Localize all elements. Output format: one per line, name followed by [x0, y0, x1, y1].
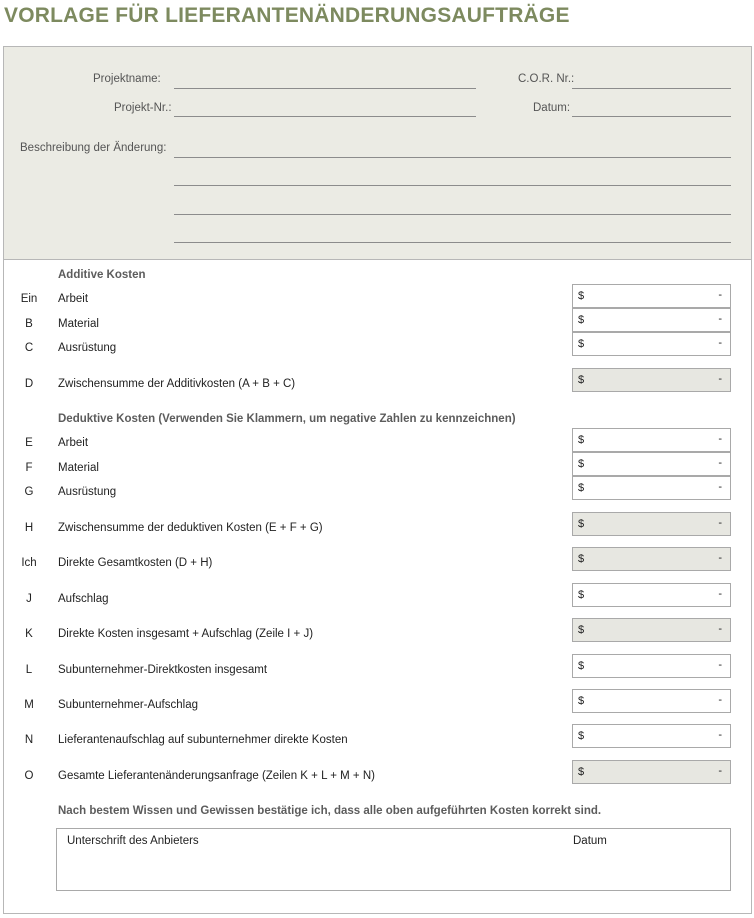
project-number-field[interactable] — [174, 116, 476, 117]
amount-field[interactable] — [572, 452, 731, 476]
project-name-field[interactable] — [174, 88, 476, 89]
row-label: Ausrüstung — [58, 486, 117, 498]
row-label: Direkte Kosten insgesamt + Aufschlag (Zeile I + J) — [58, 628, 314, 640]
date-field[interactable] — [572, 116, 731, 117]
date-label: Datum: — [533, 102, 571, 114]
amount-value: - — [718, 765, 722, 777]
currency-symbol: $ — [578, 730, 585, 742]
row-label: Material — [58, 462, 99, 474]
form-frame — [3, 46, 752, 914]
project-number-label: Projekt-Nr.: — [114, 102, 172, 114]
currency-symbol: $ — [578, 553, 585, 565]
amount-value: - — [718, 457, 722, 469]
row-label: Zwischensumme der deduktiven Kosten (E + F + G) — [58, 522, 323, 534]
amount-value: - — [718, 337, 722, 349]
amount-value: - — [718, 313, 722, 325]
cor-number-field[interactable] — [572, 88, 731, 89]
grand-total-field[interactable] — [572, 760, 731, 784]
amount-field[interactable] — [572, 428, 731, 452]
currency-symbol: $ — [578, 482, 585, 494]
subtotal-field[interactable] — [572, 368, 731, 392]
row-letter: O — [24, 770, 34, 782]
row-label: Arbeit — [58, 437, 89, 449]
row-letter: B — [25, 318, 33, 330]
currency-symbol: $ — [578, 695, 585, 707]
amount-field[interactable] — [572, 284, 731, 308]
currency-symbol: $ — [578, 589, 585, 601]
row-label: Zwischensumme der Additivkosten (A + B + C) — [58, 378, 296, 390]
row-label: Arbeit — [58, 293, 89, 305]
amount-field[interactable] — [572, 476, 731, 500]
currency-symbol: $ — [578, 660, 585, 672]
additive-costs-heading: Additive Kosten — [58, 269, 146, 281]
project-name-label: Projektname: — [93, 73, 161, 85]
currency-symbol: $ — [578, 624, 585, 636]
markup-field[interactable] — [572, 583, 731, 607]
row-letter: E — [25, 437, 33, 449]
amount-value: - — [718, 552, 722, 564]
row-label: Subunternehmer-Aufschlag — [58, 699, 198, 711]
row-letter: H — [24, 522, 34, 534]
deductive-costs-heading: Deduktive Kosten (Verwenden Sie Klammern, um negative Zahlen zu kennzeichnen) — [58, 413, 516, 425]
amount-value: - — [718, 517, 722, 529]
currency-symbol: $ — [578, 434, 585, 446]
row-label: Lieferantenaufschlag auf subunternehmer direkte Kosten — [58, 734, 348, 746]
page-title: VORLAGE FÜR LIEFERANTENÄNDERUNGSAUFTRÄGE — [4, 4, 570, 27]
total-with-markup-field[interactable] — [572, 618, 731, 642]
row-label: Direkte Gesamtkosten (D + H) — [58, 557, 213, 569]
description-line-2[interactable] — [174, 185, 731, 186]
supplier-markup-field[interactable] — [572, 724, 731, 748]
row-label: Material — [58, 318, 99, 330]
row-letter: G — [24, 486, 34, 498]
row-letter: Ein — [20, 293, 38, 305]
row-label: Ausrüstung — [58, 342, 117, 354]
row-letter: C — [24, 342, 34, 354]
currency-symbol: $ — [578, 290, 585, 302]
amount-value: - — [718, 481, 722, 493]
row-letter: Ich — [21, 557, 37, 569]
signature-box[interactable] — [56, 828, 731, 891]
amount-value: - — [718, 588, 722, 600]
amount-value: - — [718, 289, 722, 301]
subcontractor-markup-field[interactable] — [572, 689, 731, 713]
row-letter: N — [24, 734, 34, 746]
total-direct-cost-field[interactable] — [572, 547, 731, 571]
amount-value: - — [718, 373, 722, 385]
subtotal-field[interactable] — [572, 512, 731, 536]
description-line-3[interactable] — [174, 214, 731, 215]
row-letter: D — [24, 378, 34, 390]
row-letter: M — [24, 699, 34, 711]
currency-symbol: $ — [578, 374, 585, 386]
amount-value: - — [718, 433, 722, 445]
amount-field[interactable] — [572, 332, 731, 356]
row-label: Gesamte Lieferantenänderungsanfrage (Zeilen K + L + M + N) — [58, 770, 375, 782]
amount-value: - — [718, 659, 722, 671]
amount-value: - — [718, 623, 722, 635]
currency-symbol: $ — [578, 458, 585, 470]
row-letter: J — [26, 593, 32, 605]
description-line-4[interactable] — [174, 242, 731, 243]
row-letter: L — [25, 664, 33, 676]
row-letter: K — [25, 628, 33, 640]
currency-symbol: $ — [578, 338, 585, 350]
amount-field[interactable] — [572, 308, 731, 332]
row-label: Aufschlag — [58, 593, 109, 605]
currency-symbol: $ — [578, 314, 585, 326]
signature-label: Unterschrift des Anbieters — [67, 835, 199, 847]
row-letter: F — [25, 462, 33, 474]
amount-value: - — [718, 729, 722, 741]
signature-date-label: Datum — [573, 835, 607, 847]
project-info-panel — [4, 47, 751, 260]
currency-symbol: $ — [578, 766, 585, 778]
subcontractor-direct-cost-field[interactable] — [572, 654, 731, 678]
description-line-1[interactable] — [174, 157, 731, 158]
description-label: Beschreibung der Änderung: — [20, 142, 167, 154]
currency-symbol: $ — [578, 518, 585, 530]
row-label: Subunternehmer-Direktkosten insgesamt — [58, 664, 268, 676]
amount-value: - — [718, 694, 722, 706]
certification-text: Nach bestem Wissen und Gewissen bestätige ich, dass alle oben aufgeführten Kosten korrekt sind. — [58, 805, 602, 817]
cor-number-label: C.O.R. Nr.: — [518, 73, 575, 85]
